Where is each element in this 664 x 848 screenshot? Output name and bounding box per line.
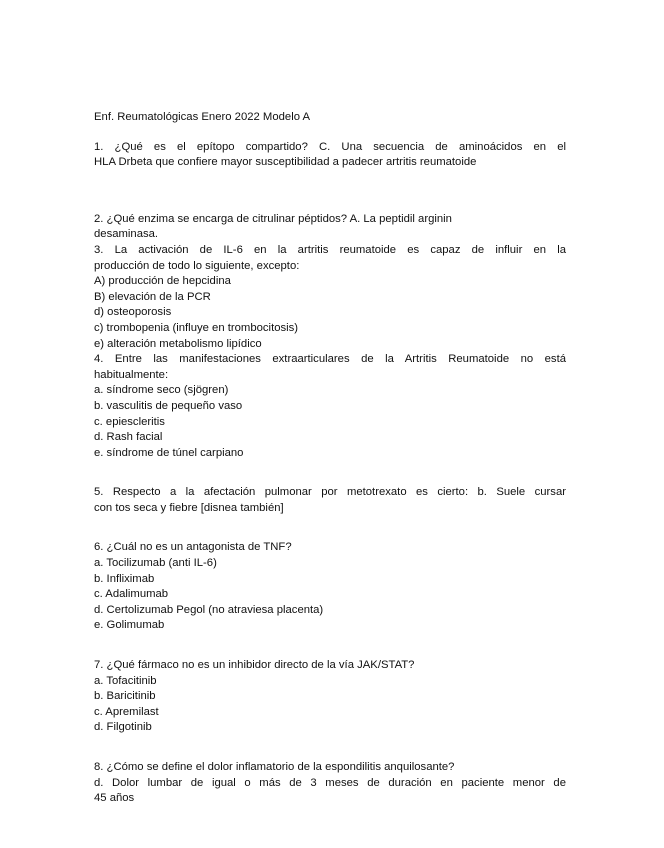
question-4-option: d. Rash facial: [94, 431, 163, 444]
question-7-option: d. Filgotinib: [94, 721, 152, 734]
question-4-option: a. síndrome seco (sjögren): [94, 384, 229, 397]
question-4-option: c. epiescleritis: [94, 415, 165, 428]
question-4-option: b. vasculitis de pequeño vaso: [94, 399, 243, 412]
question-5-line-1: 5. Respecto a la afectación pulmonar por metotrexato es cierto: b. Suele cursar: [94, 486, 566, 499]
question-7-option: a. Tofacitinib: [94, 674, 157, 687]
spacer: [94, 516, 566, 540]
question-8-line-1: 8. ¿Cómo se define el dolor inflamatorio de la espondilitis anquilosante?: [94, 761, 455, 773]
question-6-option: d. Certolizumab Pegol (no atraviesa placenta): [94, 603, 324, 616]
spacer: [94, 188, 566, 212]
question-4-option: e. síndrome de túnel carpiano: [94, 446, 244, 459]
question-2-line-2: desaminasa.: [94, 228, 159, 241]
question-7-option: b. Baricitinib: [94, 690, 156, 703]
document-page: [94, 110, 566, 807]
question-6-option: e. Golimumab: [94, 619, 165, 632]
question-1: [94, 140, 566, 171]
question-5: [94, 485, 566, 516]
spacer: [94, 634, 566, 658]
question-6-line-1: 6. ¿Cuál no es un antagonista de TNF?: [94, 541, 292, 554]
question-3-option: A) producción de hepcidina: [94, 275, 231, 288]
question-1-line-2: HLA Drbeta que confiere mayor susceptibilidad a padecer artritis reumatoide: [94, 156, 477, 169]
question-4-line-2: habitualmente:: [94, 368, 169, 381]
question-3-option: c) trombopenia (influye en trombocitosis): [94, 321, 299, 334]
question-2: [94, 212, 566, 243]
document-title: Enf. Reumatológicas Enero 2022 Modelo A: [94, 111, 311, 123]
question-8: [94, 760, 566, 807]
question-7-line-1: 7. ¿Qué fármaco no es un inhibidor directo de la vía JAK/STAT?: [94, 659, 415, 672]
question-3-option: d) osteoporosis: [94, 306, 172, 319]
question-7-option: c. Apremilast: [94, 705, 159, 718]
question-5-line-2: con tos seca y fiebre [disnea también]: [94, 501, 284, 514]
question-8-line-2: d. Dolor lumbar de igual o más de 3 meses de duración en paciente menor de: [94, 776, 566, 789]
question-3-line-1: 3. La activación de IL-6 en la artritis reumatoide es capaz de influir en la: [94, 243, 566, 256]
question-3-option: B) elevación de la PCR: [94, 290, 211, 303]
question-4: [94, 352, 566, 461]
question-3-option: e) alteración metabolismo lipídico: [94, 337, 262, 350]
question-7: [94, 658, 566, 736]
question-3-line-2: producción de todo lo siguiente, excepto:: [94, 259, 300, 272]
question-6: [94, 540, 566, 634]
question-6-option: b. Infliximab: [94, 572, 155, 585]
question-8-line-3: 45 años: [94, 792, 135, 805]
spacer: [94, 461, 566, 485]
question-6-option: c. Adalimumab: [94, 588, 169, 601]
question-6-option: a. Tocilizumab (anti IL-6): [94, 557, 217, 570]
spacer: [94, 736, 566, 760]
question-4-line-1: 4. Entre las manifestaciones extraarticulares de la Artritis Reumatoide no está: [94, 353, 566, 366]
question-3: [94, 243, 566, 352]
question-2-line-1: 2. ¿Qué enzima se encarga de citrulinar péptidos? A. La peptidil arginin: [94, 212, 452, 225]
question-1-line-1: 1. ¿Qué es el epítopo compartido? C. Una secuencia de aminoácidos en el: [94, 140, 566, 153]
